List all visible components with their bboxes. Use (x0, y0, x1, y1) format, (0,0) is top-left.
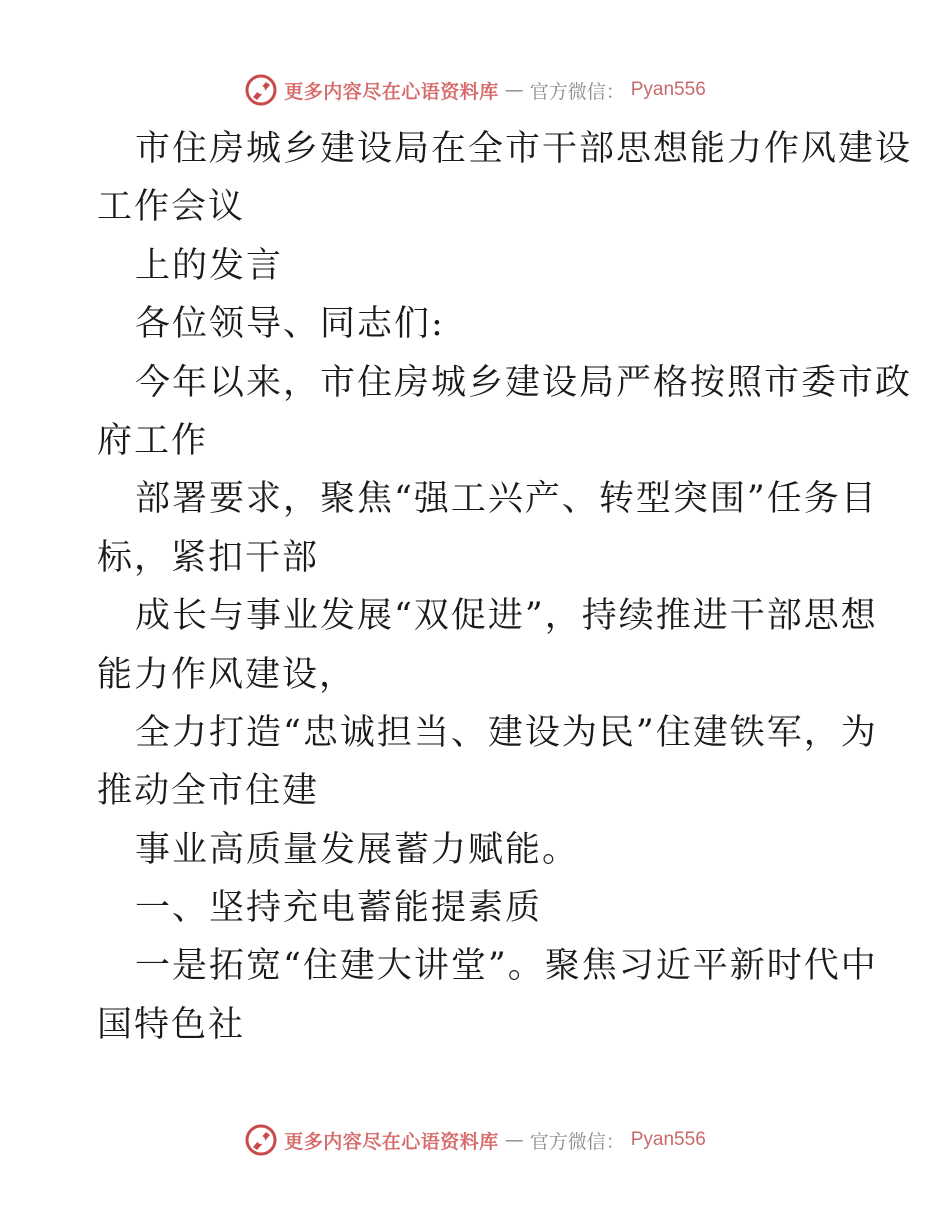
paragraph-line: 一是拓宽“住建大讲堂”。聚焦习近平新时代中 (135, 946, 878, 987)
title-line-3: 上的发言 (135, 245, 284, 286)
paragraph-line: 全力打造“忠诚担当、建设为民”住建铁军，为 (135, 712, 878, 753)
document-body (97, 120, 913, 1054)
salutation: 各位领导、同志们: (135, 304, 445, 345)
red-circle-pen-logo-icon (244, 73, 278, 107)
watermark-wechat-label: 官方微信： (529, 80, 625, 103)
paragraph-line: 府工作 (97, 420, 209, 461)
watermark-dash: — (504, 1129, 524, 1151)
paragraph-line: 标，紧扣干部 (97, 537, 320, 578)
section-heading: 一、坚持充电蓄能提素质 (135, 888, 543, 929)
paragraph-line: 成长与事业发展“双促进”，持续推进干部思想 (135, 596, 878, 637)
watermark-site-text: 更多内容尽在心语资料库 (284, 1130, 499, 1153)
paragraph-line: 国特色社 (97, 1004, 246, 1045)
watermark-wechat-id: Pyan556 (630, 79, 706, 100)
watermark-dash: — (504, 79, 524, 101)
paragraph-line: 推动全市住建 (97, 771, 320, 812)
title-line-2: 工作会议 (97, 187, 246, 228)
title-line-1: 市住房城乡建设局在全市干部思想能力作风建设 (135, 129, 913, 169)
header-watermark (0, 70, 950, 110)
red-circle-pen-logo-icon (244, 1123, 278, 1157)
watermark-wechat-label: 官方微信： (529, 1130, 625, 1153)
paragraph-line: 今年以来，市住房城乡建设局严格按照市委市政 (135, 362, 913, 403)
watermark-wechat-id: Pyan556 (630, 1129, 706, 1150)
footer-watermark (0, 1120, 950, 1160)
paragraph-line: 部署要求，聚焦“强工兴产、转型突围”任务目 (135, 479, 878, 520)
paragraph-line: 事业高质量发展蓄力赋能。 (135, 829, 580, 870)
paragraph-line: 能力作风建设， (97, 654, 357, 695)
watermark-site-text: 更多内容尽在心语资料库 (284, 80, 499, 103)
